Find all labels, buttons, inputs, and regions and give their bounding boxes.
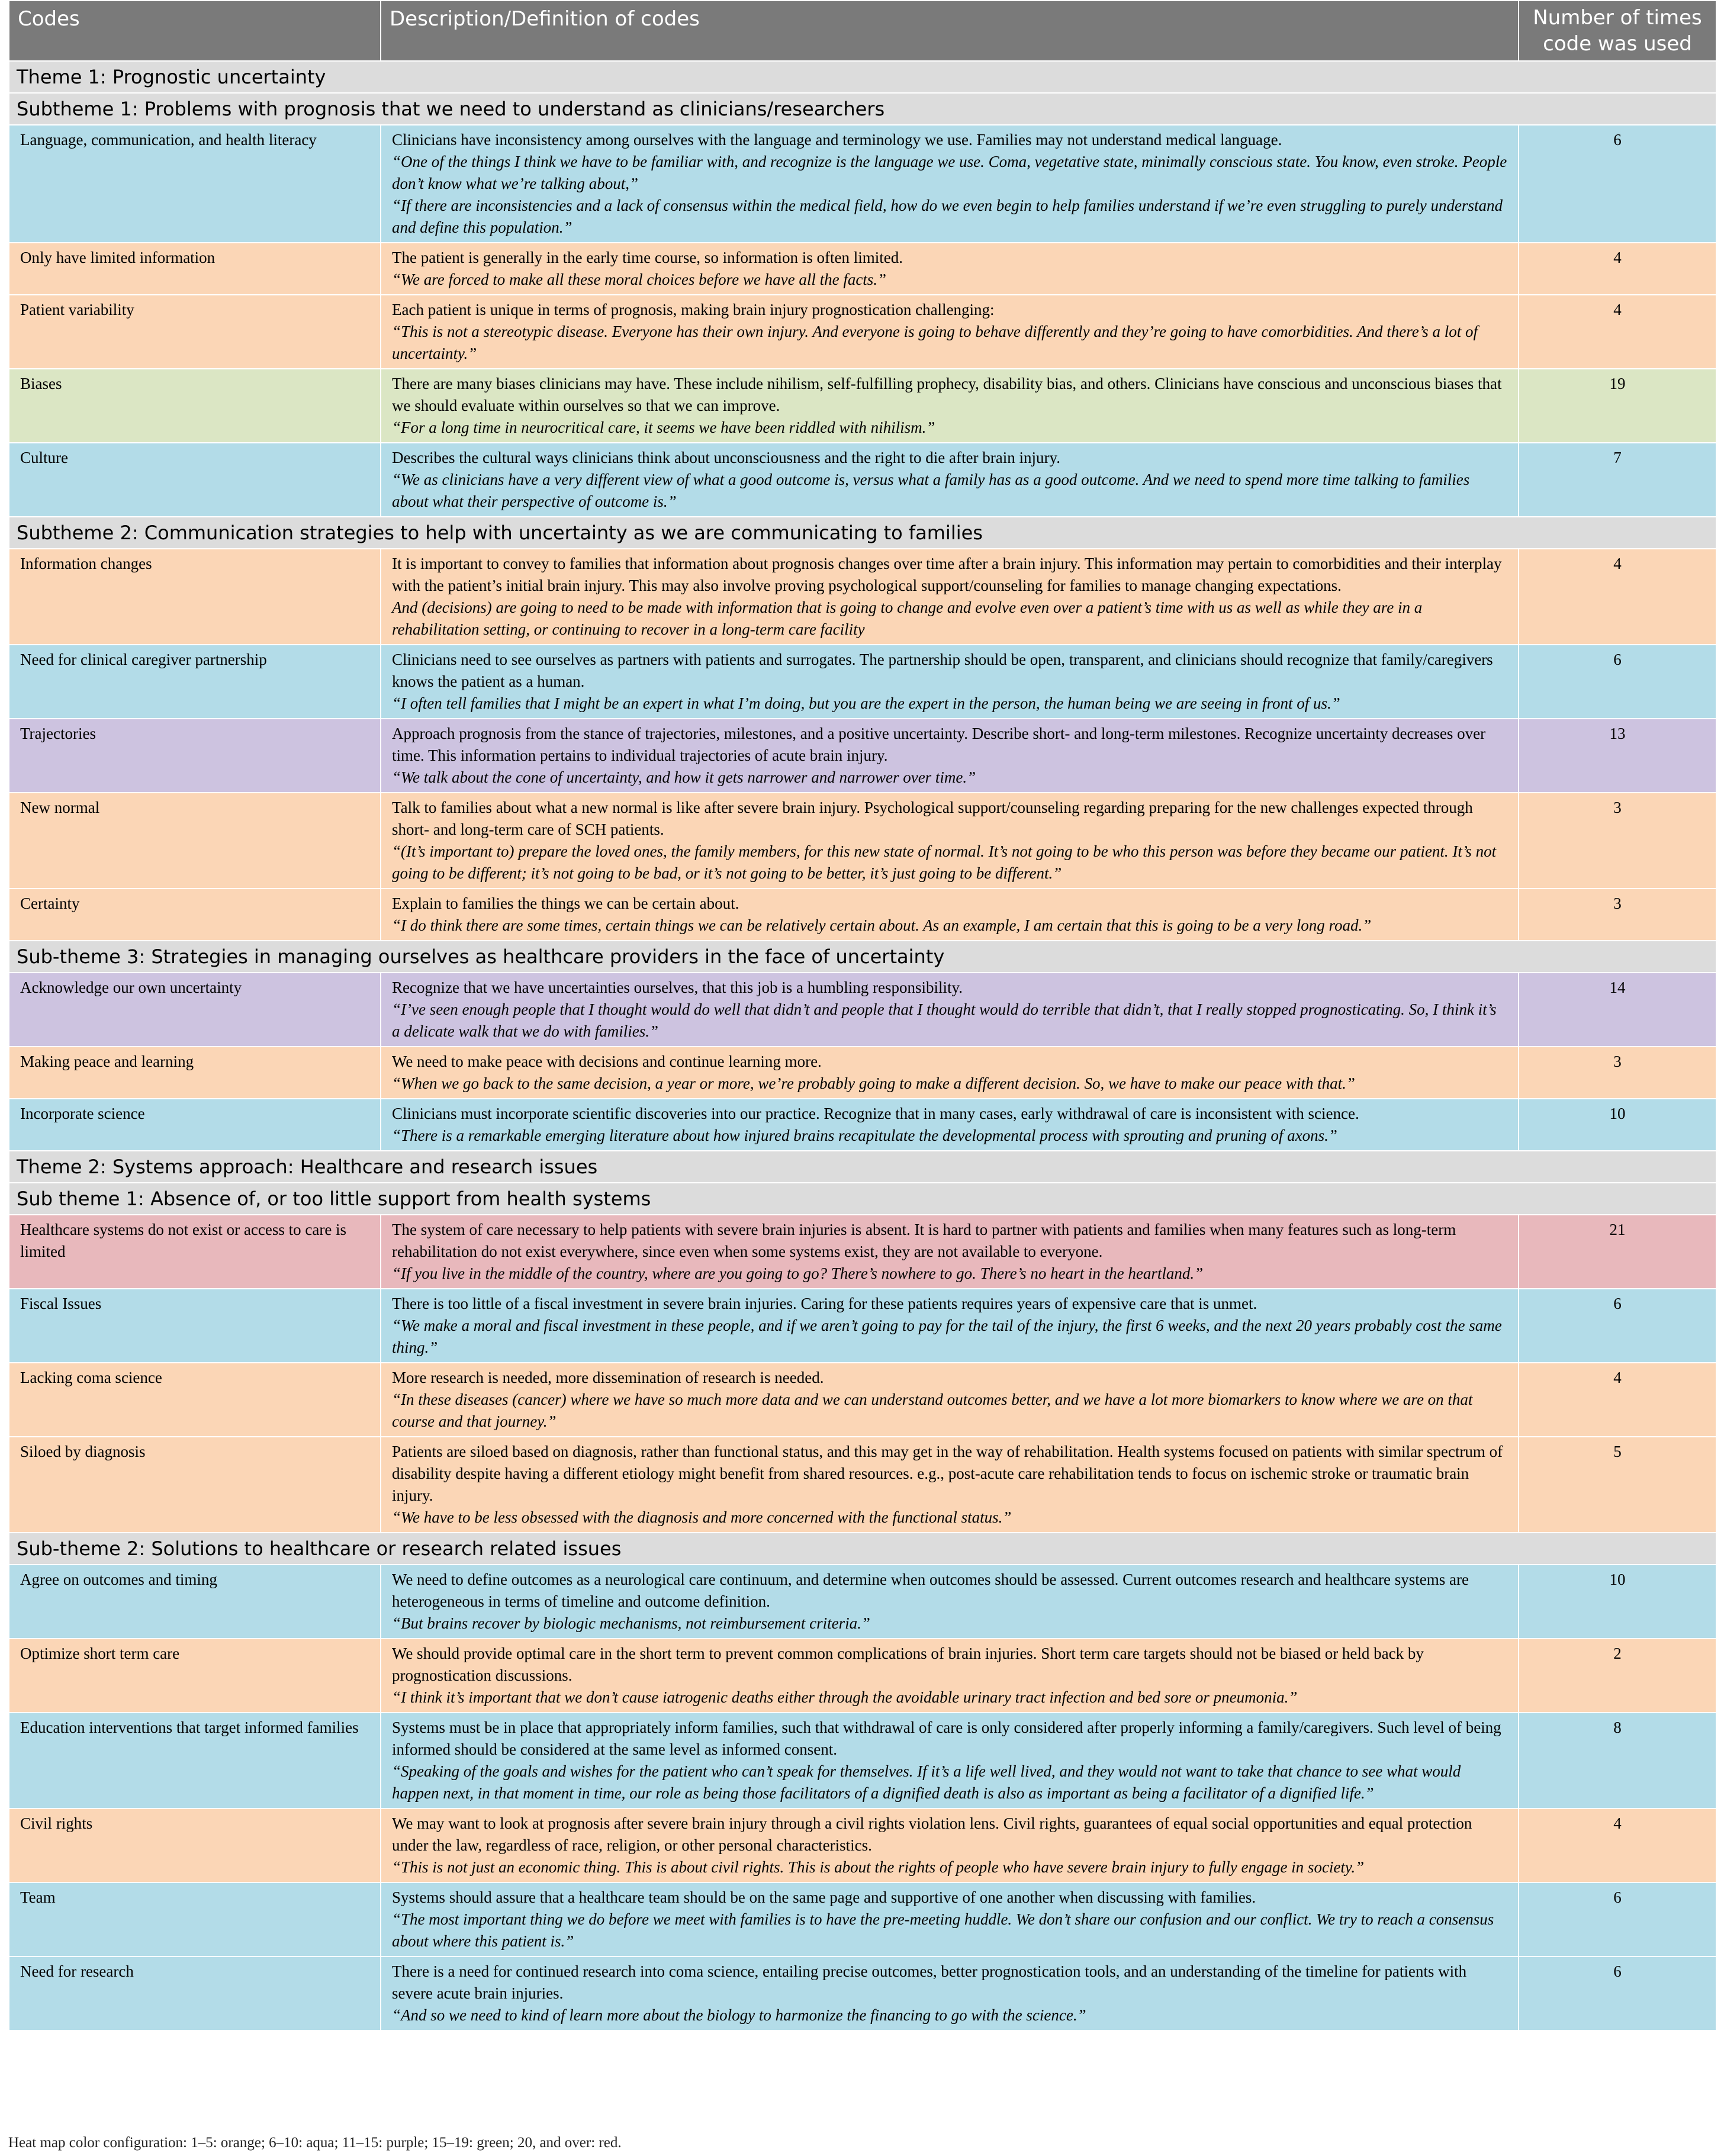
- definition-text: Systems should assure that a healthcare team should be on the same page and supportive of one another when discussing with families.: [392, 1888, 1256, 1906]
- description-cell: [381, 125, 1519, 243]
- table-row: [9, 369, 1716, 443]
- code-cell: Language, communication, and health literacy: [9, 125, 381, 243]
- description-cell: [381, 295, 1519, 369]
- description-cell: [381, 443, 1519, 517]
- definition-text: Clinicians need to see ourselves as partners with patients and surrogates. The partnership should be open, transparent, and clinicians should recognize that family/caregivers knows the patient as a human.: [392, 651, 1493, 690]
- table-row: [9, 1639, 1716, 1713]
- table-row: [9, 1099, 1716, 1151]
- definition-text: There is a need for continued research into coma science, entailing precise outcomes, better prognostication tools, and an understanding of the timeline for patients with severe acute brain injuries.: [392, 1962, 1467, 2002]
- definition-text: Each patient is unique in terms of prognosis, making brain injury prognostication challenging:: [392, 301, 995, 318]
- description-cell: [381, 973, 1519, 1047]
- definition-text: More research is needed, more dissemination of research is needed.: [392, 1369, 824, 1386]
- description-cell: [381, 719, 1519, 793]
- section-header-row: [9, 61, 1716, 93]
- section-title: Subtheme 1: Problems with prognosis that we need to understand as clinicians/researchers: [9, 93, 1716, 125]
- section-title: Subtheme 2: Communication strategies to help with uncertainty as we are communicating to families: [9, 517, 1716, 549]
- definition-text: There are many biases clinicians may have. These include nihilism, self-fulfilling prophecy, disability bias, and others. Clinicians have conscious and unconscious biases that we should evaluate within ourselves so that we can improve.: [392, 375, 1502, 414]
- code-cell: Culture: [9, 443, 381, 517]
- quote-text: “We talk about the cone of uncertainty, and how it gets narrower and narrower over time.”: [392, 768, 976, 786]
- code-cell: Acknowledge our own uncertainty: [9, 973, 381, 1047]
- quote-text: “I think it’s important that we don’t cause iatrogenic deaths either through the avoidable urinary tract infection and bed sore or pneumonia.”: [392, 1688, 1298, 1706]
- definition-text: We may want to look at prognosis after severe brain injury through a civil rights violation lens. Civil rights, guarantees of equal social opportunities and equal protection under the law, regardless of race, religion, or other personal characteristics.: [392, 1814, 1472, 1854]
- code-cell: Civil rights: [9, 1809, 381, 1883]
- count-cell: 3: [1519, 889, 1716, 941]
- count-cell: 4: [1519, 295, 1716, 369]
- code-cell: Lacking coma science: [9, 1363, 381, 1437]
- table-row: [9, 443, 1716, 517]
- code-cell: Trajectories: [9, 719, 381, 793]
- quote-text: “We make a moral and fiscal investment in these people, and if we aren’t going to pay for the tail of the injury, the first 6 weeks, and the next 20 years probably cost the same thing.”: [392, 1317, 1502, 1356]
- section-header-row: [9, 517, 1716, 549]
- quote-text: “If there are inconsistencies and a lack of consensus within the medical field, how do we even begin to help families understand if we’re even struggling to purely understand and define this population.”: [392, 197, 1503, 236]
- description-cell: [381, 1883, 1519, 1957]
- table-row: [9, 1957, 1716, 2030]
- code-cell: Making peace and learning: [9, 1047, 381, 1099]
- count-cell: 13: [1519, 719, 1716, 793]
- section-header-row: [9, 941, 1716, 973]
- quote-text: “For a long time in neurocritical care, it seems we have been riddled with nihilism.”: [392, 419, 935, 436]
- code-cell: Need for research: [9, 1957, 381, 2030]
- header-count: Number of times code was used: [1519, 1, 1716, 61]
- header-codes: Codes: [9, 1, 381, 61]
- table-row: [9, 1047, 1716, 1099]
- definition-text: There is too little of a fiscal investment in severe brain injuries. Caring for these patients requires years of expensive care that is unmet.: [392, 1295, 1257, 1312]
- definition-text: We need to define outcomes as a neurological care continuum, and determine when outcomes should be assessed. Current outcomes research and healthcare systems are heterogeneous in terms of timeline and outcome definition.: [392, 1571, 1469, 1610]
- description-cell: [381, 889, 1519, 941]
- section-title: Sub theme 1: Absence of, or too little support from health systems: [9, 1183, 1716, 1215]
- section-title: Sub-theme 2: Solutions to healthcare or research related issues: [9, 1533, 1716, 1565]
- quote-text: “In these diseases (cancer) where we have so much more data and we can understand outcomes better, and we have a lot more biomarkers to know where we are on that course and that journey.”: [392, 1391, 1473, 1430]
- definition-text: Clinicians have inconsistency among ourselves with the language and terminology we use. Families may not understand medical language.: [392, 131, 1282, 149]
- quote-text: “We are forced to make all these moral choices before we have all the facts.”: [392, 271, 887, 288]
- quote-text: “This is not a stereotypic disease. Everyone has their own injury. And everyone is going to behave differently and they’re going to have comorbidities. And there’s a lot of uncertainty.”: [392, 323, 1478, 362]
- count-cell: 2: [1519, 1639, 1716, 1713]
- table-row: [9, 1565, 1716, 1639]
- table-row: [9, 549, 1716, 645]
- description-cell: [381, 1099, 1519, 1151]
- table-row: [9, 645, 1716, 719]
- section-header-row: [9, 1151, 1716, 1183]
- quote-text: “I’ve seen enough people that I thought would do well that didn’t and people that I thought would do terrible that didn’t, that I really stopped prognosticating. So, I think it’s a delicate walk that we do with families.”: [392, 1000, 1497, 1040]
- definition-text: Systems must be in place that appropriately inform families, such that withdrawal of care is only considered after properly informing a family/caregivers. Such level of being informed should be considered at the same level as informed consent.: [392, 1719, 1501, 1758]
- quote-text: And (decisions) are going to need to be made with information that is going to change and evolve even over a patient’s time with us as well as while they are in a rehabilitation setting, or continuing to recover in a long-term care facility: [392, 598, 1423, 638]
- section-title: Sub-theme 3: Strategies in managing ourselves as healthcare providers in the face of uncertainty: [9, 941, 1716, 973]
- count-cell: 6: [1519, 1289, 1716, 1363]
- table-row: [9, 793, 1716, 889]
- count-cell: 4: [1519, 1809, 1716, 1883]
- table-row: [9, 1713, 1716, 1809]
- quote-text: “I do think there are some times, certain things we can be relatively certain about. As an example, I am certain that this is going to be a very long road.”: [392, 916, 1372, 934]
- table-row: [9, 1289, 1716, 1363]
- quote-text: “But brains recover by biologic mechanisms, not reimbursement criteria.”: [392, 1614, 870, 1632]
- description-cell: [381, 1639, 1519, 1713]
- definition-text: We need to make peace with decisions and continue learning more.: [392, 1053, 822, 1070]
- table-container: [8, 0, 1716, 2031]
- description-cell: [381, 243, 1519, 295]
- count-cell: 10: [1519, 1099, 1716, 1151]
- quote-text: “There is a remarkable emerging literature about how injured brains recapitulate the developmental process with sprouting and pruning of axons.”: [392, 1127, 1337, 1144]
- table-row: [9, 1809, 1716, 1883]
- definition-text: Talk to families about what a new normal is like after severe brain injury. Psychological support/counseling regarding preparing for the new challenges expected through short- and long-term care of SCH patients.: [392, 799, 1473, 838]
- table-row: [9, 1883, 1716, 1957]
- definition-text: Describes the cultural ways clinicians think about unconsciousness and the right to die after brain injury.: [392, 449, 1060, 466]
- count-cell: 6: [1519, 1883, 1716, 1957]
- count-cell: 4: [1519, 549, 1716, 645]
- table-row: [9, 1437, 1716, 1533]
- quote-text: “Speaking of the goals and wishes for the patient who can’t speak for themselves. If it’s a life well lived, and they would not want to take that chance to see what would happen next, in that moment in time, our role as being those facilitators of a dignified death is also as important as being a facilitator of a dignified life.”: [392, 1762, 1461, 1802]
- code-cell: Optimize short term care: [9, 1639, 381, 1713]
- description-cell: [381, 1809, 1519, 1883]
- header-row: [9, 1, 1716, 61]
- count-cell: 5: [1519, 1437, 1716, 1533]
- count-cell: 21: [1519, 1215, 1716, 1289]
- count-cell: 3: [1519, 1047, 1716, 1099]
- definition-text: Approach prognosis from the stance of trajectories, milestones, and a positive uncertainty. Describe short- and long-term milestones. Recognize uncertainty decreases over time. This information pertains to individual trajectories of acute brain injury.: [392, 725, 1486, 764]
- count-cell: 3: [1519, 793, 1716, 889]
- definition-text: Explain to families the things we can be certain about.: [392, 894, 739, 912]
- table-row: [9, 1215, 1716, 1289]
- description-cell: [381, 549, 1519, 645]
- table-row: [9, 973, 1716, 1047]
- count-cell: 14: [1519, 973, 1716, 1047]
- count-cell: 7: [1519, 443, 1716, 517]
- code-cell: Fiscal Issues: [9, 1289, 381, 1363]
- description-cell: [381, 793, 1519, 889]
- header-description: Description/Definition of codes: [381, 1, 1519, 61]
- definition-text: It is important to convey to families that information about prognosis changes over time after a brain injury. This information may pertain to comorbidities and their interplay with the patient’s initial brain injury. This may also involve proving psychological support/counseling for families to manage changing expectations.: [392, 555, 1502, 594]
- description-cell: [381, 369, 1519, 443]
- quote-text: “We as clinicians have a very different view of what a good outcome is, versus what a family has as a good outcome. And we need to spend more time talking to families about what their perspective of outcome is.”: [392, 471, 1470, 510]
- count-cell: 19: [1519, 369, 1716, 443]
- code-cell: Need for clinical caregiver partnership: [9, 645, 381, 719]
- quote-text: “One of the things I think we have to be familiar with, and recognize is the language we use. Coma, vegetative state, minimally conscious state. You know, even stroke. People don’t know what we’re talking about,”: [392, 153, 1507, 192]
- quote-text: “We have to be less obsessed with the diagnosis and more concerned with the functional status.”: [392, 1508, 1012, 1526]
- definition-text: Recognize that we have uncertainties ourselves, that this job is a humbling responsibility.: [392, 979, 963, 996]
- section-header-row: [9, 93, 1716, 125]
- code-cell: New normal: [9, 793, 381, 889]
- table-row: [9, 243, 1716, 295]
- table-body: [9, 61, 1716, 2030]
- count-cell: 6: [1519, 645, 1716, 719]
- description-cell: [381, 1713, 1519, 1809]
- quote-text: “And so we need to kind of learn more about the biology to harmonize the financing to go with the science.”: [392, 2006, 1086, 2024]
- code-cell: Certainty: [9, 889, 381, 941]
- section-header-row: [9, 1533, 1716, 1565]
- description-cell: [381, 1363, 1519, 1437]
- count-cell: 4: [1519, 1363, 1716, 1437]
- description-cell: [381, 1437, 1519, 1533]
- code-cell: Agree on outcomes and timing: [9, 1565, 381, 1639]
- quote-text: “(It’s important to) prepare the loved ones, the family members, for this new state of normal. It’s not going to be who this person was before they became our patient. It’s not going to be different; it’s not going to be bad, or it’s not going to be better, it’s just going to be different.”: [392, 842, 1497, 882]
- quote-text: “The most important thing we do before we meet with families is to have the pre-meeting huddle. We don’t share our confusion and our conflict. We try to reach a consensus about where this patient is.”: [392, 1910, 1494, 1950]
- description-cell: [381, 1565, 1519, 1639]
- table-row: [9, 719, 1716, 793]
- code-cell: Siloed by diagnosis: [9, 1437, 381, 1533]
- code-cell: Healthcare systems do not exist or access to care is limited: [9, 1215, 381, 1289]
- quote-text: “This is not just an economic thing. This is about civil rights. This is about the rights of people who have severe brain injury to fully engage in society.”: [392, 1858, 1365, 1876]
- quote-text: “If you live in the middle of the country, where are you going to go? There’s nowhere to go. There’s no heart in the heartland.”: [392, 1264, 1204, 1282]
- table-footnote: Heat map color configuration: 1–5: orange; 6–10: aqua; 11–15: purple; 15–19: green; 20, and over: red.: [8, 2135, 622, 2151]
- count-cell: 8: [1519, 1713, 1716, 1809]
- definition-text: We should provide optimal care in the short term to prevent common complications of brain injuries. Short term care targets should not be biased or held back by prognostication discussions.: [392, 1645, 1424, 1684]
- count-cell: 4: [1519, 243, 1716, 295]
- code-cell: Incorporate science: [9, 1099, 381, 1151]
- description-cell: [381, 1289, 1519, 1363]
- table-row: [9, 1363, 1716, 1437]
- table-row: [9, 889, 1716, 941]
- section-header-row: [9, 1183, 1716, 1215]
- code-cell: Team: [9, 1883, 381, 1957]
- definition-text: The patient is generally in the early time course, so information is often limited.: [392, 249, 903, 266]
- code-cell: Information changes: [9, 549, 381, 645]
- description-cell: [381, 1957, 1519, 2030]
- quote-text: “When we go back to the same decision, a year or more, we’re probably going to make a different decision. So, we have to make our peace with that.”: [392, 1074, 1355, 1092]
- table-row: [9, 125, 1716, 243]
- count-cell: 6: [1519, 1957, 1716, 2030]
- codes-table: [8, 0, 1717, 2031]
- description-cell: [381, 645, 1519, 719]
- code-cell: Education interventions that target informed families: [9, 1713, 381, 1809]
- count-cell: 10: [1519, 1565, 1716, 1639]
- definition-text: The system of care necessary to help patients with severe brain injuries is absent. It is hard to partner with patients and families when many features such as long-term rehabilitation do not exist everywhere, since even when some systems exist, they are not available to everyone.: [392, 1221, 1456, 1260]
- code-cell: Patient variability: [9, 295, 381, 369]
- code-cell: Biases: [9, 369, 381, 443]
- section-title: Theme 1: Prognostic uncertainty: [9, 61, 1716, 93]
- definition-text: Patients are siloed based on diagnosis, rather than functional status, and this may get in the way of rehabilitation. Health systems focused on patients with similar spectrum of disability despite having a different etiology might benefit from shared resources. e.g., post-acute care rehabilitation tends to focus on ischemic stroke or traumatic brain injury.: [392, 1443, 1503, 1504]
- section-title: Theme 2: Systems approach: Healthcare and research issues: [9, 1151, 1716, 1183]
- definition-text: Clinicians must incorporate scientific discoveries into our practice. Recognize that in many cases, early withdrawal of care is inconsistent with science.: [392, 1105, 1359, 1122]
- quote-text: “I often tell families that I might be an expert in what I’m doing, but you are the expert in the person, the human being we are seeing in front of us.”: [392, 694, 1340, 712]
- count-cell: 6: [1519, 125, 1716, 243]
- table-row: [9, 295, 1716, 369]
- description-cell: [381, 1215, 1519, 1289]
- code-cell: Only have limited information: [9, 243, 381, 295]
- description-cell: [381, 1047, 1519, 1099]
